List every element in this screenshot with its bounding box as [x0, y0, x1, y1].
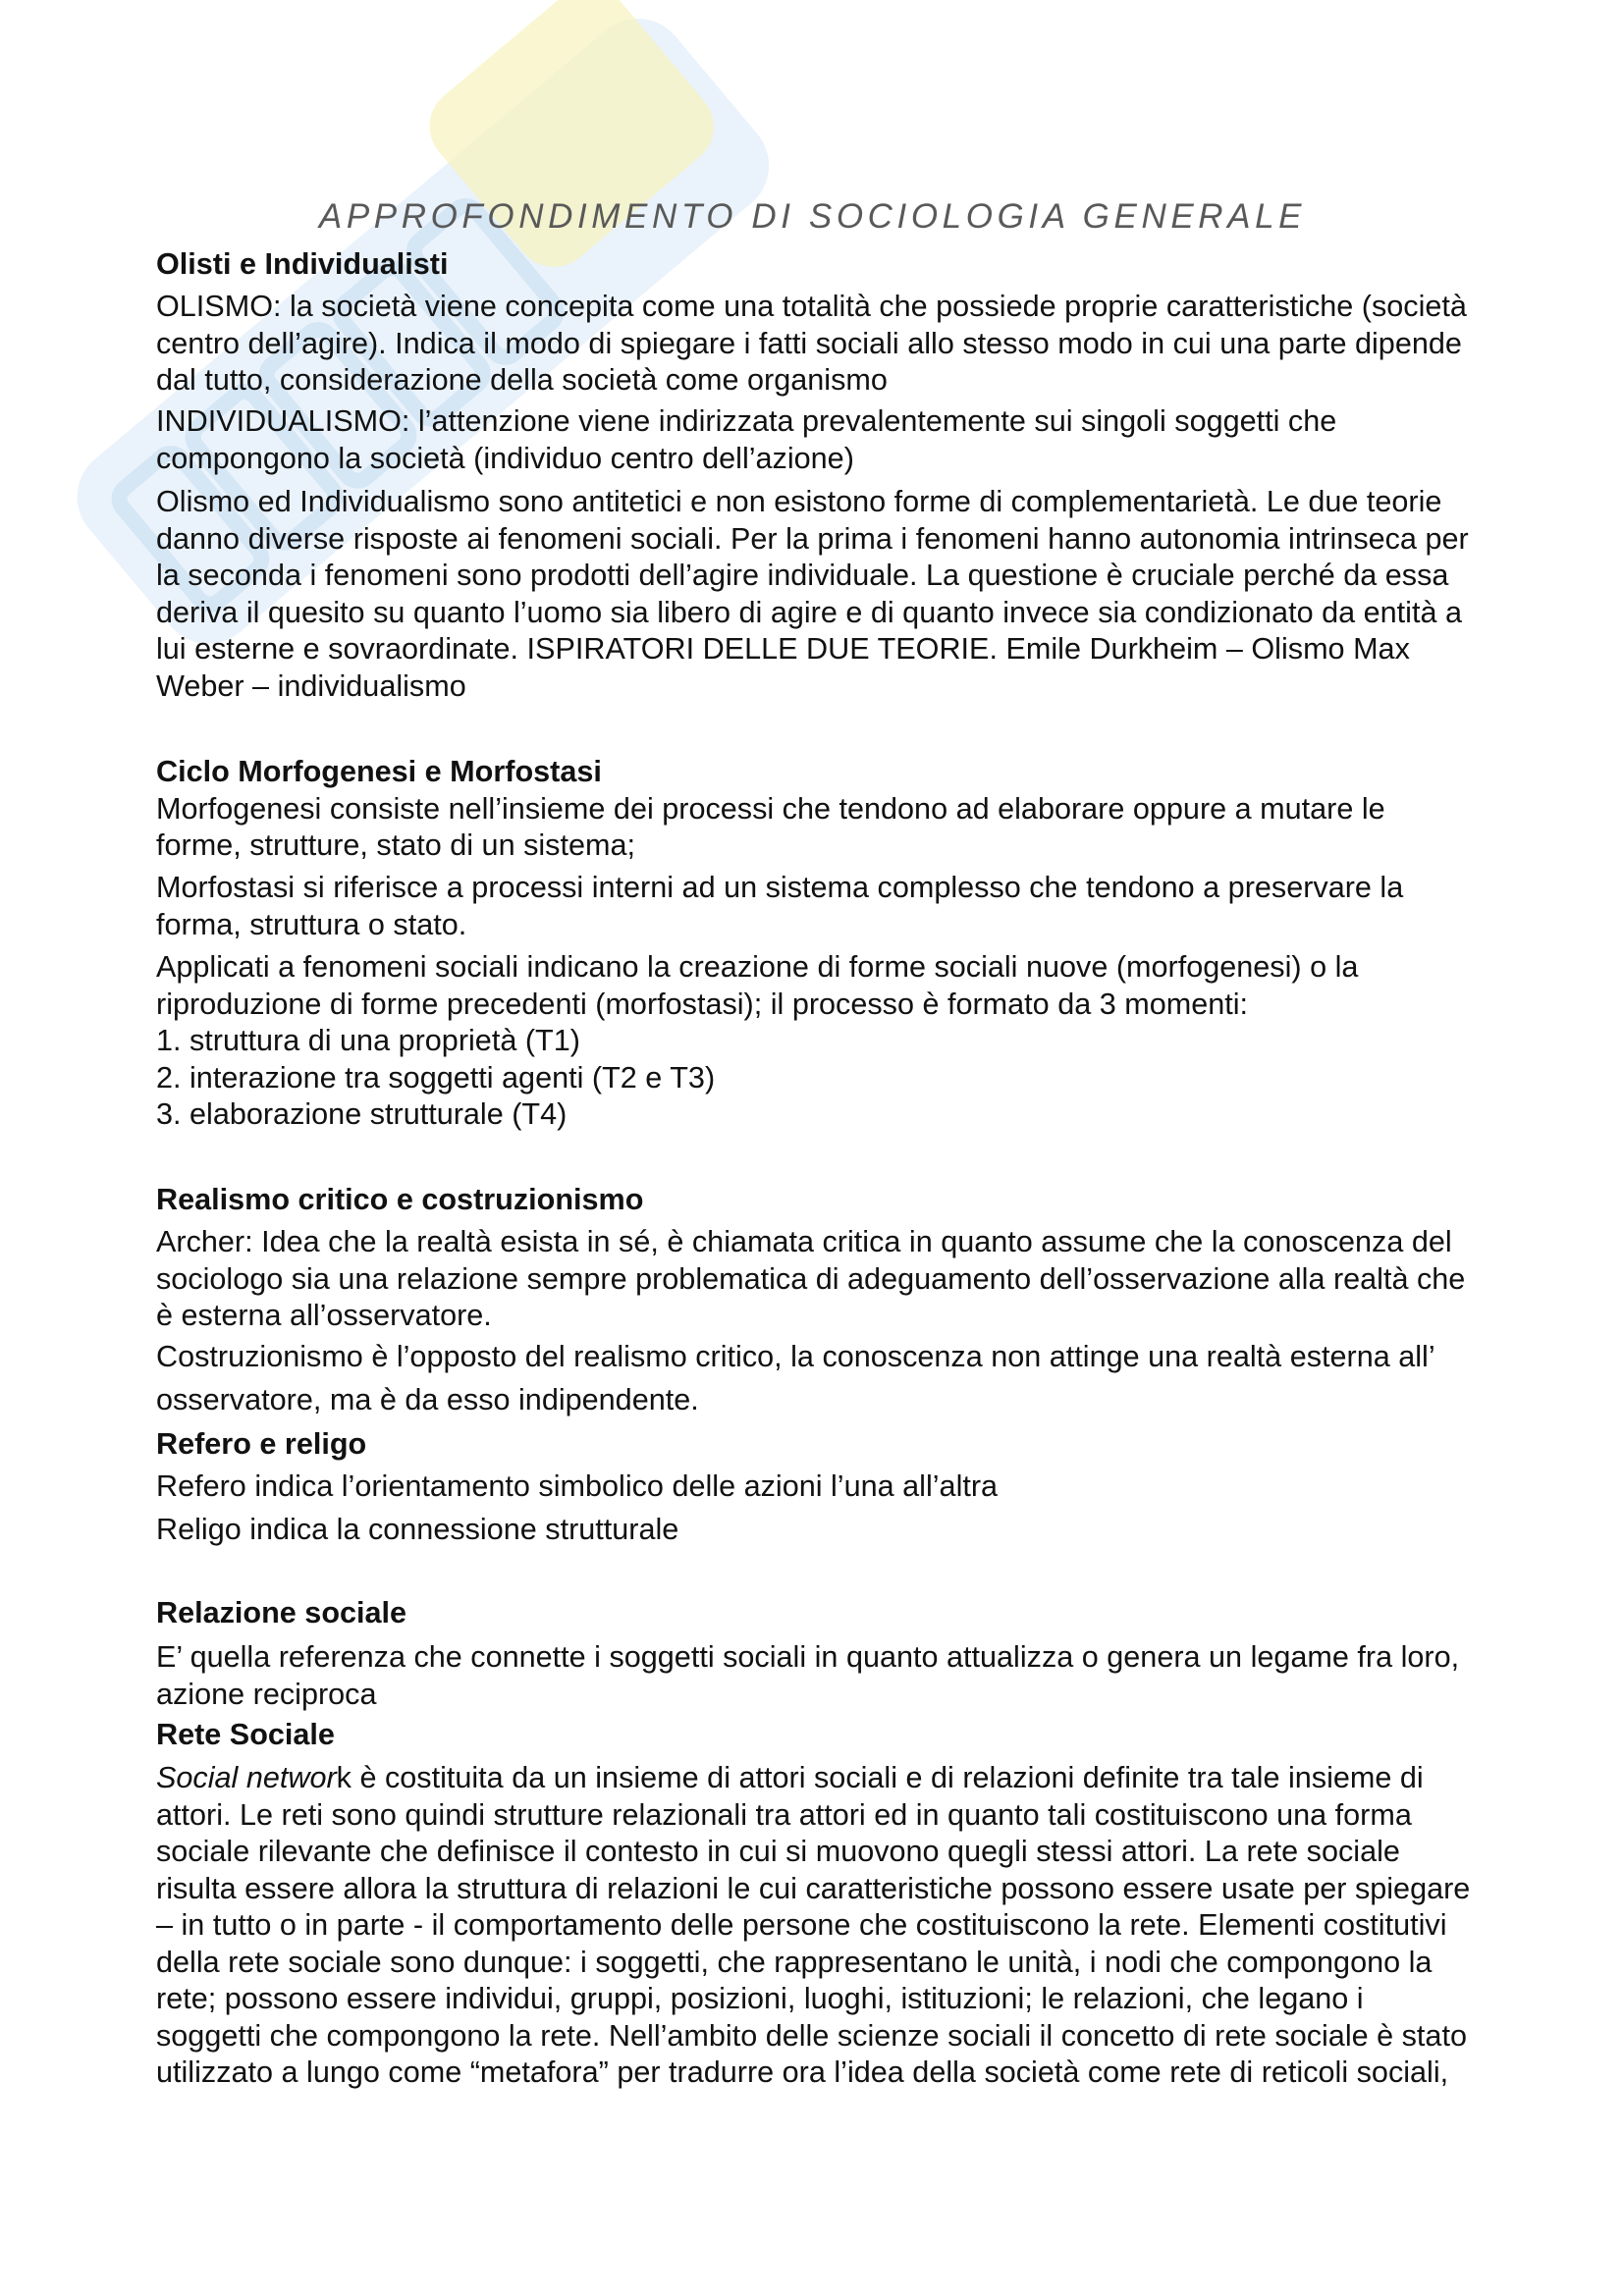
- paragraph-line: lui esterne e sovraordinate. ISPIRATORI DELLE DUE TEORIE. Emile Durkheim – Olismo Max: [156, 632, 1410, 666]
- list-item: 3. elaborazione strutturale (T4): [156, 1097, 568, 1131]
- section-heading: Rete Sociale: [156, 1718, 335, 1751]
- paragraph-line: Religo indica la connessione strutturale: [156, 1512, 679, 1546]
- paragraph-line: della rete sociale sono dunque: i soggetti, che rappresentano le unità, i nodi che compongono la: [156, 1945, 1433, 1979]
- paragraph-line: Weber – individualismo: [156, 668, 466, 703]
- paragraph-line: Morfostasi si riferisce a processi interni ad un sistema complesso che tendono a preservare la: [156, 871, 1404, 904]
- paragraph-line: risulta essere allora la struttura di relazioni le cui caratteristiche possono essere usate per spiegare: [156, 1871, 1471, 1905]
- paragraph-line: Costruzionismo è l’opposto del realismo critico, la conoscenza non attinge una realtà esterna all’: [156, 1340, 1435, 1373]
- paragraph-line: – in tutto o in parte - il comportamento delle persone che costituiscono la rete. Elementi costitutivi: [156, 1908, 1447, 1942]
- paragraph-line: dal tutto, considerazione della società come organismo: [156, 363, 888, 397]
- document-title: APPROFONDIMENTO DI SOCIOLOGIA GENERALE: [318, 197, 1307, 236]
- section-heading: Olisti e Individualisti: [156, 247, 449, 281]
- section-heading: Ciclo Morfogenesi e Morfostasi: [156, 755, 602, 788]
- section-heading: Realismo critico e costruzionismo: [156, 1183, 644, 1216]
- paragraph-line: INDIVIDUALISMO: l’attenzione viene indirizzata prevalentemente sui singoli soggetti che: [156, 404, 1337, 438]
- paragraph-line: Refero indica l’orientamento simbolico delle azioni l’una all’altra: [156, 1469, 999, 1503]
- paragraph-line: soggetti che compongono la rete. Nell’ambito delle scienze sociali il concetto di rete sociale è stato: [156, 2018, 1467, 2053]
- paragraph-line: deriva il quesito su quanto l’uomo sia libero di agire e di quanto invece sia condizionato da entità a: [156, 595, 1462, 629]
- paragraph-line: utilizzato a lungo come “metafora” per tradurre ora l’idea della società come rete di reticoli sociali,: [156, 2056, 1449, 2089]
- paragraph-line: azione reciproca: [156, 1677, 377, 1711]
- list-item: 1. struttura di una proprietà (T1): [156, 1024, 580, 1057]
- paragraph-line: [156, 1760, 1424, 1797]
- paragraph-line: compongono la società (individuo centro dell’azione): [156, 441, 854, 475]
- paragraph-line: E’ quella referenza che connette i soggetti sociali in quanto attualizza o genera un legame fra loro,: [156, 1640, 1460, 1674]
- paragraph-line: sociale rilevante che definisce il contesto in cui si muovono quegli stessi attori. La rete sociale: [156, 1835, 1400, 1868]
- paragraph-line: Archer: Idea che la realtà esista in sé, è chiamata critica in quanto assume che la conoscenza del: [156, 1225, 1452, 1258]
- paragraph-line: danno diverse risposte ai fenomeni sociali. Per la prima i fenomeni hanno autonomia intrinseca per: [156, 521, 1469, 556]
- paragraph-line: forme, strutture, stato di un sistema;: [156, 828, 635, 862]
- list-item: 2. interazione tra soggetti agenti (T2 e T3): [156, 1060, 716, 1095]
- paragraph-line: centro dell’agire). Indica il modo di spiegare i fatti sociali allo stesso modo in cui una parte dipende: [156, 326, 1462, 360]
- italic-term: Social networ: [156, 1761, 337, 1794]
- paragraph-line: riproduzione di forme precedenti (morfostasi); il processo è formato da 3 momenti:: [156, 987, 1249, 1021]
- line-text: k è costituita da un insieme di attori sociali e di relazioni definite tra tale insieme di: [336, 1761, 1424, 1794]
- paragraph-line: OLISMO: la società viene concepita come una totalità che possiede proprie caratteristiche (società: [156, 290, 1467, 323]
- paragraph-line: Morfogenesi consiste nell’insieme dei processi che tendono ad elaborare oppure a mutare le: [156, 791, 1385, 826]
- paragraph-line: la seconda i fenomeni sono prodotti dell’agire individuale. La questione è cruciale perché da essa: [156, 559, 1449, 592]
- paragraph-line: Applicati a fenomeni sociali indicano la creazione di forme sociali nuove (morfogenesi) o la: [156, 950, 1359, 984]
- paragraph-line: è esterna all’osservatore.: [156, 1299, 492, 1332]
- paragraph-line: forma, struttura o stato.: [156, 907, 467, 941]
- paragraph-line: sociologo sia una relazione sempre problematica di adeguamento dell’osservazione alla realtà che: [156, 1261, 1466, 1296]
- paragraph-line: Olismo ed Individualismo sono antitetici e non esistono forme di complementarietà. Le due teorie: [156, 485, 1442, 518]
- paragraph-line: rete; possono essere individui, gruppi, posizioni, luoghi, istituzioni; le relazioni, che legano i: [156, 1982, 1364, 2015]
- paragraph-line: osservatore, ma è da esso indipendente.: [156, 1383, 699, 1416]
- section-heading: Relazione sociale: [156, 1596, 407, 1629]
- paragraph-line: attori. Le reti sono quindi strutture relazionali tra attori ed in quanto tali costituiscono una forma: [156, 1797, 1412, 1832]
- section-heading: Refero e religo: [156, 1426, 367, 1461]
